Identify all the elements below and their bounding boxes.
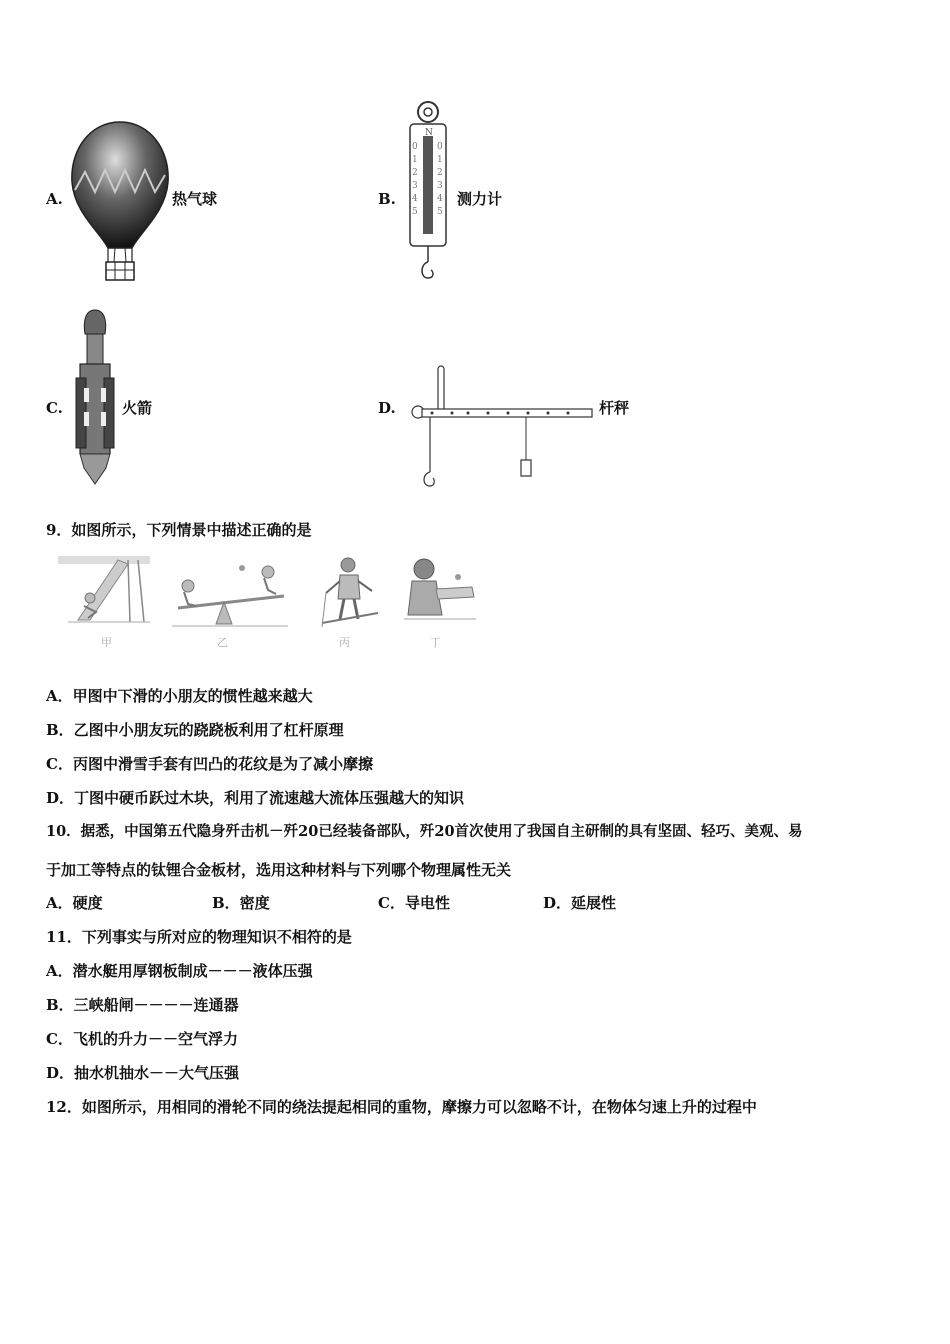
- seesaw-figure-image: [172, 560, 290, 632]
- figure-caption-jia: 甲: [101, 636, 112, 649]
- q10-option-d: D．延展性: [543, 894, 617, 912]
- scale-tick: 3: [412, 181, 418, 191]
- scale-tick: 0: [412, 142, 418, 152]
- scale-tick: 5: [412, 207, 418, 217]
- q9-stem: 9．如图所示，下列情景中描述正确的是: [46, 521, 312, 539]
- scale-tick: 1: [412, 155, 418, 165]
- rocket-image: [72, 308, 118, 488]
- figure-caption-ding: 丁: [430, 636, 441, 649]
- q9-option-d: D．丁图中硬币跃过木块，利用了流速越大流体压强越大的知识: [46, 789, 465, 807]
- q9-option-a: A．甲图中下滑的小朋友的惯性越来越大: [46, 687, 313, 705]
- skier-figure-image: [318, 553, 384, 633]
- q10-option-c: C．导电性: [378, 894, 450, 912]
- scale-tick: 0: [437, 142, 443, 152]
- q10-option-b: B．密度: [212, 894, 270, 912]
- scale-tick: 1: [437, 155, 443, 165]
- scale-unit: N: [425, 128, 433, 138]
- q11-option-c: C．飞机的升力－－空气浮力: [46, 1030, 238, 1048]
- figure-caption-yi: 乙: [217, 636, 228, 649]
- scale-tick: 2: [437, 168, 443, 178]
- q11-option-a: A．潜水艇用厚钢板制成－－－液体压强: [46, 962, 313, 980]
- q11-option-b: B．三峡船闸－－－－连通器: [46, 996, 239, 1014]
- steelyard-image: [408, 362, 598, 490]
- option-label: 杆秤: [599, 399, 630, 417]
- option-label: 火箭: [122, 399, 153, 417]
- scale-tick: 3: [437, 181, 443, 191]
- option-letter: B.: [378, 190, 396, 208]
- q11-option-d: D．抽水机抽水－－大气压强: [46, 1064, 240, 1082]
- q11-stem: 11．下列事实与所对应的物理知识不相符的是: [46, 928, 352, 946]
- q10-stem-line1: 10．据悉，中国第五代隐身歼击机－歼20已经装备部队，歼20首次使用了我国自主研制的具有坚固、轻巧、美观、易: [46, 823, 803, 840]
- coin-figure-image: [402, 553, 478, 633]
- slide-figure-image: [58, 556, 158, 634]
- q9-option-b: B．乙图中小朋友玩的跷跷板利用了杠杆原理: [46, 721, 344, 739]
- q9-option-c: C．丙图中滑雪手套有凹凸的花纹是为了减小摩擦: [46, 755, 373, 773]
- scale-tick: 5: [437, 207, 443, 217]
- q12-stem: 12．如图所示，用相同的滑轮不同的绕法提起相同的重物，摩擦力可以忽略不计，在物体匀速上升的过程中: [46, 1098, 757, 1116]
- q10-option-a: A．硬度: [46, 894, 103, 912]
- scale-tick: 2: [412, 168, 418, 178]
- scale-tick: 4: [412, 194, 418, 204]
- option-label: 测力计: [457, 190, 503, 208]
- scale-tick: 4: [437, 194, 443, 204]
- hot-air-balloon-image: [70, 120, 170, 285]
- option-letter: A.: [46, 190, 63, 208]
- q10-stem-line2: 于加工等特点的钛锂合金板材，选用这种材料与下列哪个物理属性无关: [46, 861, 512, 879]
- option-letter: C.: [46, 399, 63, 417]
- figure-caption-bing: 丙: [339, 636, 350, 649]
- option-letter: D.: [378, 399, 396, 417]
- option-label: 热气球: [172, 190, 218, 208]
